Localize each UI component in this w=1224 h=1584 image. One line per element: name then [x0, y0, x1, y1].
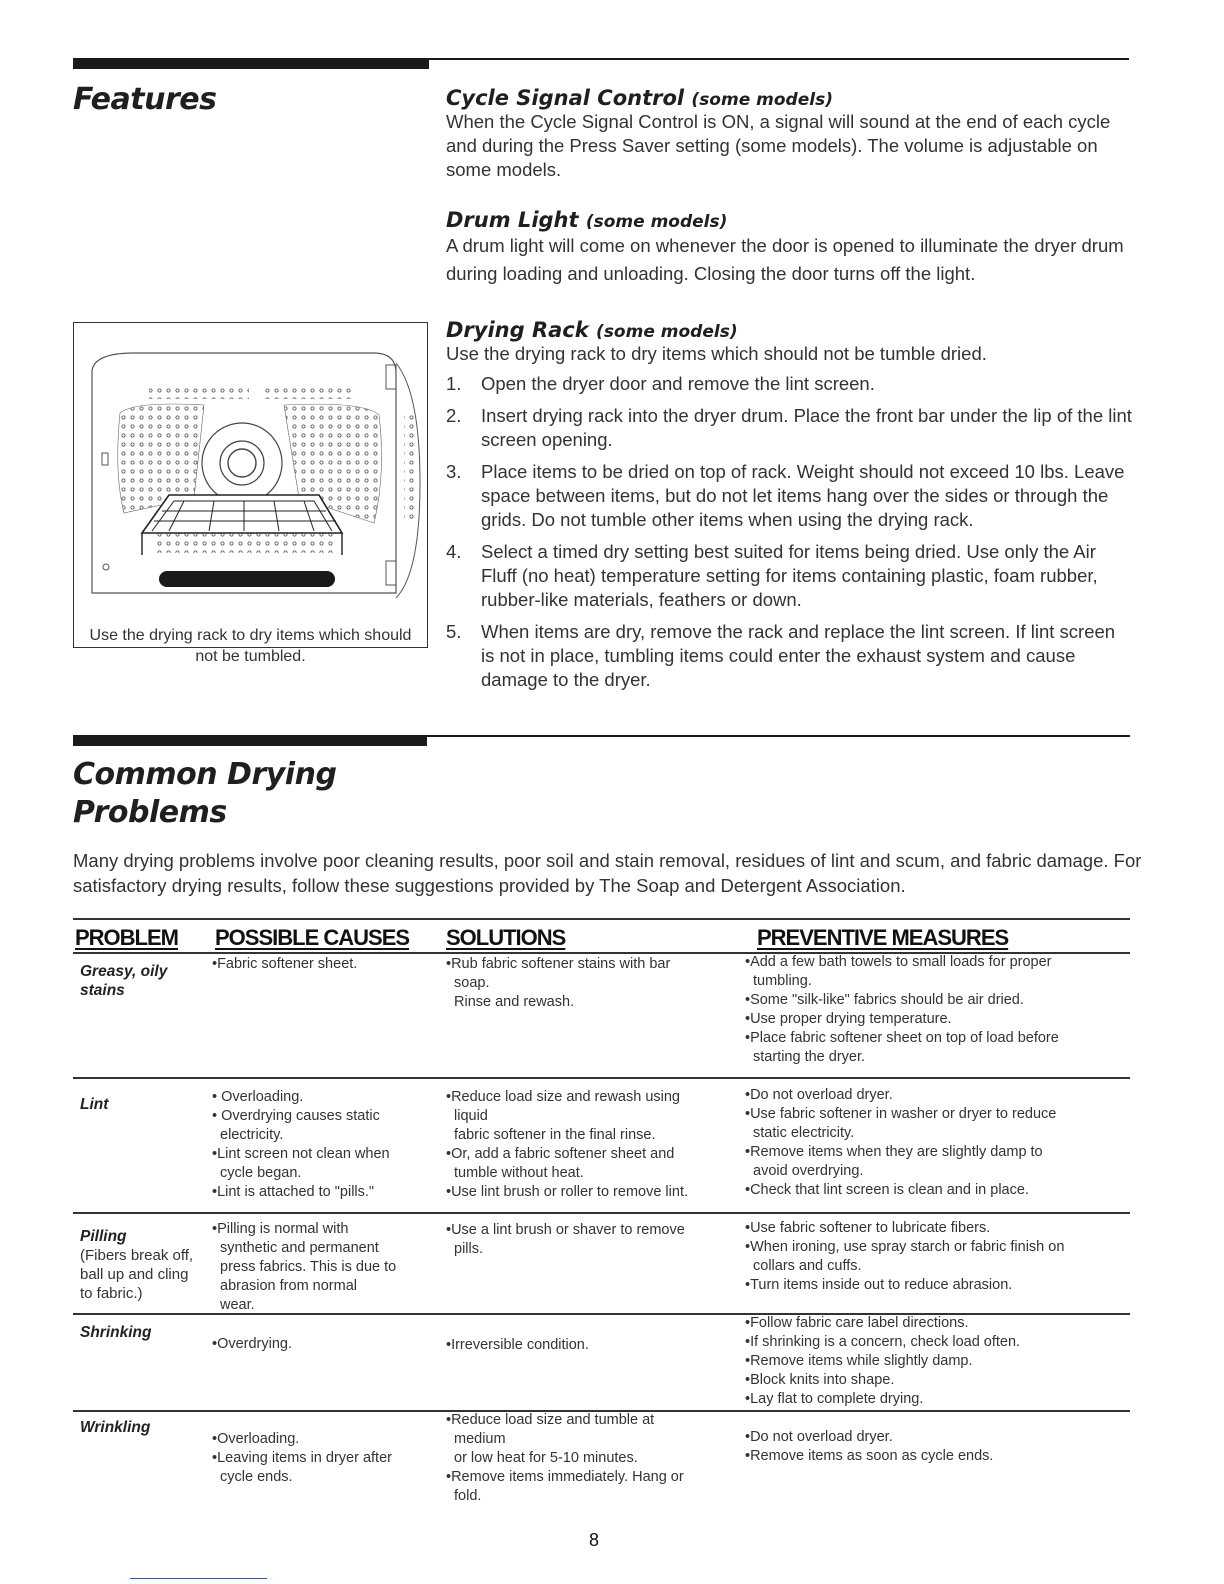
solutions-shrinking: •Irreversible condition.	[446, 1337, 589, 1353]
step-item: 1. Open the dryer door and remove the lint screen.	[446, 373, 875, 394]
problem-greasy: Greasy, oily stains	[80, 963, 168, 999]
problems-intro: Many drying problems involve poor cleaning results, poor soil and stain removal, residues of lint and scum, and fabric damage. For satisfactory drying results, follow these suggestions provided by The Soap and Detergent Association.	[73, 850, 1142, 896]
preventive-lint: •Do not overload dryer. •Use fabric softener in washer or dryer to reduce static electricity. •Remove items when they are slightly damp to avoid overdrying. •Check that lint screen is clean and in place.	[745, 1087, 1057, 1198]
solutions-pilling: •Use a lint brush or shaver to remove pills.	[446, 1222, 685, 1257]
drying-rack-section	[446, 318, 1132, 700]
cycle-signal-body: When the Cycle Signal Control is ON, a signal will sound at the end of each cycle and during the Press Saver setting (some models). The volume is adjustable on some models.	[446, 111, 1111, 180]
drying-rack-heading: Drying Rack (some models)	[446, 318, 738, 342]
preventive-wrinkling: •Do not overload dryer. •Remove items as soon as cycle ends.	[745, 1429, 994, 1464]
footer-line	[130, 1578, 267, 1579]
drum-light-body: A drum light will come on whenever the door is opened to illuminate the dryer drum during loading and unloading. Closing the door turns off the light.	[446, 235, 1124, 284]
causes-wrinkling: •Overloading. •Leaving items in dryer after cycle ends.	[212, 1431, 392, 1485]
row-rule	[73, 1212, 1130, 1214]
step-item: 5. When items are dry, remove the rack and replace the lint screen. If lint screen is not in place, tumbling items could enter the exhaust system and cause damage to the dryer.	[446, 621, 1116, 690]
dryer-drum-illustration	[74, 323, 426, 623]
preventive-greasy: •Add a few bath towels to small loads for proper tumbling. •Some "silk-like" fabrics should be air dried. •Use proper drying temperature. •Place fabric softener sheet on top of load before starting the dryer.	[745, 954, 1059, 1065]
problem-pilling: Pilling (Fibers break off, ball up and cling to fabric.)	[80, 1228, 194, 1302]
section-bar-problems	[73, 735, 427, 746]
solutions-wrinkling: •Reduce load size and tumble at medium or low heat for 5-10 minutes. •Remove items immediately. Hang or fold.	[446, 1412, 684, 1504]
step-item: 2. Insert drying rack into the dryer drum. Place the front bar under the lip of the lint screen opening.	[446, 405, 1132, 450]
solutions-lint: •Reduce load size and rewash using liquid fabric softener in the final rinse. •Or, add a fabric softener sheet and tumble without heat. •Use lint brush or roller to remove lint.	[446, 1089, 688, 1200]
section-bar-features	[73, 58, 429, 69]
header-causes: POSSIBLE CAUSES	[215, 925, 410, 950]
section-rule-features	[429, 58, 1129, 60]
drying-rack-figure	[73, 322, 428, 665]
header-preventive: PREVENTIVE MEASURES	[757, 925, 1009, 950]
drum-light-heading: Drum Light (some models)	[446, 208, 728, 232]
problems-title: Common Drying Problems	[73, 757, 337, 830]
solutions-greasy: •Rub fabric softener stains with bar soap. Rinse and rewash.	[446, 956, 671, 1010]
causes-shrinking: •Overdrying.	[212, 1336, 293, 1352]
preventive-shrinking: •Follow fabric care label directions. •If shrinking is a concern, check load often. •Remove items while slightly damp. •Block knits into shape. •Lay flat to complete drying.	[745, 1315, 1021, 1407]
step-item: 3. Place items to be dried on top of rack. Weight should not exceed 10 lbs. Leave space between items, but do not let items hang over the sides or through the grids. Do not tumble other items when using the drying rack.	[446, 461, 1125, 530]
figure-caption: Use the drying rack to dry items which should not be tumbled.	[89, 627, 412, 665]
cycle-signal-section	[446, 86, 1132, 182]
drum-light-section	[446, 208, 1132, 288]
header-solutions: SOLUTIONS	[446, 925, 566, 950]
drying-rack-steps	[446, 372, 1132, 692]
step-item: 4. Select a timed dry setting best suited for items being dried. Use only the Air Fluff (no heat) temperature setting for items containing plastic, foam rubber, rubber-like materials, feathers or down.	[446, 541, 1098, 610]
problem-shrinking: Shrinking	[80, 1324, 152, 1341]
row-rule	[73, 1077, 1130, 1079]
header-problem: PROBLEM	[75, 925, 178, 950]
causes-greasy: •Fabric softener sheet.	[212, 956, 358, 972]
features-title: Features	[73, 82, 217, 117]
causes-lint: • Overloading. • Overdrying causes static electricity. •Lint screen not clean when cycle began. •Lint is attached to "pills."	[212, 1089, 390, 1200]
problem-lint: Lint	[80, 1096, 109, 1113]
page-number: 8	[589, 1530, 600, 1550]
preventive-pilling: •Use fabric softener to lubricate fibers. •When ironing, use spray starch or fabric finish on collars and cuffs. •Turn items inside out to reduce abrasion.	[745, 1220, 1065, 1293]
problem-wrinkling: Wrinkling	[80, 1419, 151, 1436]
table-top-rule	[73, 918, 1130, 920]
causes-pilling: •Pilling is normal with synthetic and permanent press fabrics. This is due to abrasion from normal wear.	[212, 1221, 397, 1313]
drying-rack-intro: Use the drying rack to dry items which should not be tumble dried.	[446, 343, 987, 364]
section-rule-problems	[427, 735, 1130, 737]
cycle-signal-heading: Cycle Signal Control (some models)	[446, 86, 833, 110]
